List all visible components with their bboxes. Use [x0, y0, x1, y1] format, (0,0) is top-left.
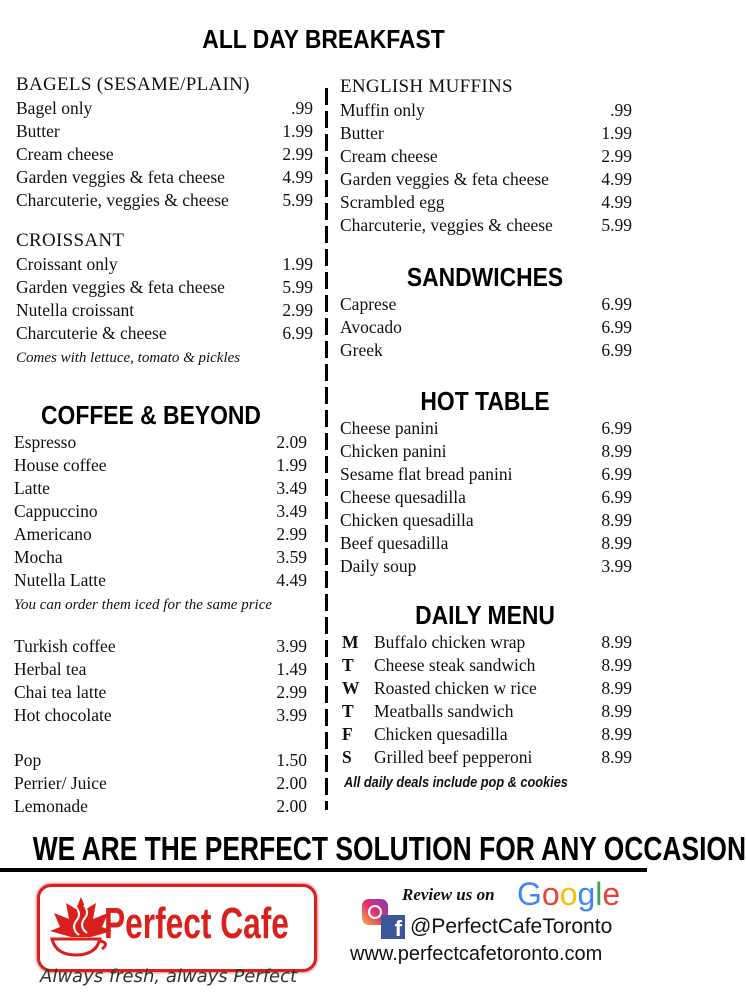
item-name: Caprese — [340, 294, 397, 314]
section-heading: COFFEE & BEYOND — [41, 400, 261, 430]
item-price: 6.99 — [601, 294, 632, 314]
item-name: Daily soup — [340, 556, 417, 576]
item-name: Pop — [14, 750, 42, 770]
day-letter: S — [342, 747, 352, 767]
item-price: 6.99 — [601, 317, 632, 337]
item-price: 6.99 — [601, 464, 632, 484]
item-name: Turkish coffee — [14, 636, 116, 656]
item-price: 3.49 — [276, 501, 307, 521]
item-name: Beef quesadilla — [340, 533, 449, 553]
item-name: Americano — [14, 524, 92, 544]
logo — [37, 884, 317, 972]
item-name: Sesame flat bread panini — [340, 464, 513, 484]
section-heading: HOT TABLE — [420, 386, 550, 416]
item-name: Cream cheese — [340, 146, 438, 166]
review-label: Review us on — [402, 885, 495, 904]
logo-name: Perfect Cafe — [104, 899, 289, 948]
item-price: 2.99 — [282, 144, 313, 164]
item-name: Greek — [340, 340, 383, 360]
item-price: 2.09 — [276, 432, 307, 452]
item-name: Chai tea latte — [14, 682, 107, 702]
item-price: 8.99 — [601, 655, 632, 675]
section-heading: SANDWICHES — [406, 262, 564, 292]
item-name: Roasted chicken w rice — [374, 678, 537, 698]
item-price: 3.59 — [276, 547, 307, 567]
item-price: 3.99 — [601, 556, 632, 576]
item-price: 2.99 — [282, 300, 313, 320]
item-price: 3.49 — [276, 478, 307, 498]
section-note: You can order them iced for the same price — [14, 597, 273, 613]
page-title: ALL DAY BREAKFAST — [202, 24, 445, 54]
item-name: Cheese panini — [340, 418, 439, 438]
item-price: 5.99 — [601, 215, 632, 235]
item-price: 8.99 — [601, 747, 632, 767]
item-name: Charcuterie & cheese — [16, 323, 167, 343]
item-price: 2.99 — [276, 682, 307, 702]
item-name: Meatballs sandwich — [374, 701, 514, 721]
item-price: 3.99 — [276, 705, 307, 725]
social-handle[interactable]: @PerfectCafeToronto — [410, 915, 613, 938]
section-heading: BAGELS (SESAME/PLAIN) — [16, 74, 250, 95]
item-name: Latte — [14, 478, 50, 498]
item-name: Charcuterie, veggies & cheese — [16, 190, 229, 210]
item-price: .99 — [291, 98, 313, 118]
item-name: Garden veggies & feta cheese — [16, 277, 225, 297]
item-price: 6.99 — [601, 487, 632, 507]
item-price: 4.99 — [282, 167, 313, 187]
item-name: Lemonade — [14, 796, 88, 816]
item-price: 2.99 — [276, 524, 307, 544]
item-name: Cappuccino — [14, 501, 98, 521]
item-name: Chicken panini — [340, 441, 447, 461]
item-price: 2.00 — [276, 773, 307, 793]
day-letter: T — [342, 701, 354, 721]
day-letter: M — [342, 632, 359, 652]
day-letter: T — [342, 655, 354, 675]
item-name: Muffin only — [340, 100, 425, 120]
item-price: 2.00 — [276, 796, 307, 816]
item-price: 8.99 — [601, 724, 632, 744]
section-heading: DAILY MENU — [415, 600, 555, 630]
item-price: 1.99 — [282, 121, 313, 141]
item-name: Espresso — [14, 432, 77, 452]
item-price: 6.99 — [601, 340, 632, 360]
item-price: 8.99 — [601, 510, 632, 530]
item-name: Hot chocolate — [14, 705, 112, 725]
item-name: Bagel only — [16, 98, 93, 118]
item-name: Cheese quesadilla — [340, 487, 466, 507]
item-name: Chicken quesadilla — [340, 510, 474, 530]
item-name: Croissant only — [16, 254, 118, 274]
item-name: Buffalo chicken wrap — [374, 632, 526, 652]
day-letter: F — [342, 724, 353, 744]
item-name: Scrambled egg — [340, 192, 445, 212]
item-name: Butter — [16, 121, 60, 141]
item-price: 1.50 — [276, 750, 307, 770]
item-name: Garden veggies & feta cheese — [340, 169, 549, 189]
item-name: Nutella croissant — [16, 300, 135, 320]
section-heading: ENGLISH MUFFINS — [340, 76, 513, 97]
item-price: 1.99 — [601, 123, 632, 143]
item-name: Mocha — [14, 547, 63, 567]
item-name: House coffee — [14, 455, 107, 475]
google-logo: Google — [517, 876, 621, 912]
item-price: 6.99 — [282, 323, 313, 343]
website-link[interactable]: www.perfectcafetoronto.com — [350, 943, 603, 965]
day-letter: W — [342, 678, 360, 698]
item-name: Charcuterie, veggies & cheese — [340, 215, 553, 235]
section-note: All daily deals include pop & cookies — [344, 774, 568, 791]
item-name: Butter — [340, 123, 384, 143]
logo-tagline: Always fresh, always Perfect — [40, 966, 298, 987]
item-price: 1.99 — [276, 455, 307, 475]
item-price: 6.99 — [601, 418, 632, 438]
item-name: Garden veggies & feta cheese — [16, 167, 225, 187]
item-price: 3.99 — [276, 636, 307, 656]
facebook-icon[interactable]: f — [381, 915, 405, 939]
item-name: Cheese steak sandwich — [374, 655, 536, 675]
item-name: Perrier/ Juice — [14, 773, 107, 793]
column-divider — [325, 88, 328, 810]
section-note: Comes with lettuce, tomato & pickles — [16, 350, 241, 366]
item-price: 8.99 — [601, 533, 632, 553]
item-price: 5.99 — [282, 277, 313, 297]
item-name: Cream cheese — [16, 144, 114, 164]
item-price: 4.99 — [601, 192, 632, 212]
section-heading: CROISSANT — [16, 230, 125, 251]
item-price: 8.99 — [601, 678, 632, 698]
item-price: .99 — [610, 100, 632, 120]
item-price: 8.99 — [601, 701, 632, 721]
item-price: 1.49 — [276, 659, 307, 679]
slogan: WE ARE THE PERFECT SOLUTION FOR ANY OCCASION — [32, 830, 746, 867]
item-name: Grilled beef pepperoni — [374, 747, 533, 767]
item-name: Chicken quesadilla — [374, 724, 508, 744]
item-name: Herbal tea — [14, 659, 87, 679]
item-price: 8.99 — [601, 441, 632, 461]
item-name: Nutella Latte — [14, 570, 106, 590]
footer-rule — [0, 868, 647, 872]
item-price: 5.99 — [282, 190, 313, 210]
item-price: 4.99 — [601, 169, 632, 189]
item-price: 2.99 — [601, 146, 632, 166]
item-price: 1.99 — [282, 254, 313, 274]
item-price: 8.99 — [601, 632, 632, 652]
item-name: Avocado — [340, 317, 402, 337]
item-price: 4.49 — [276, 570, 307, 590]
